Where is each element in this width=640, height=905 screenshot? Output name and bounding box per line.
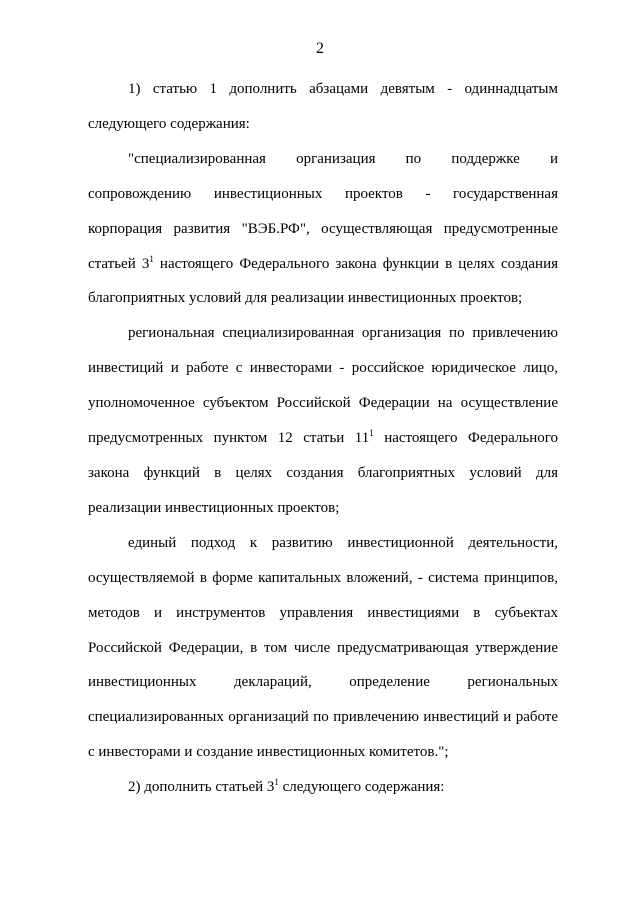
paragraph-item-1-intro: [88, 72, 558, 142]
document-body: [88, 72, 558, 805]
paragraph-definition-unified-approach: [88, 526, 558, 770]
text-run: 2) дополнить статьей 3: [128, 779, 275, 796]
superscript-marker: 1: [369, 428, 374, 439]
text-run: региональная специализированная организация по привлечению инвестиций и работе с инвесторами - российское юридическое лицо, уполномоченное субъектом Российской Федерации на осуществление предусмотренных пунктом 12 статьи 11: [88, 325, 558, 447]
text-run: 1) статью 1 дополнить абзацами девятым - одиннадцатым следующего содержания:: [88, 81, 558, 132]
superscript-marker: 1: [274, 777, 279, 788]
text-run: настоящего Федерального закона функции в целях создания благоприятных условий для реализации инвестиционных проектов;: [88, 255, 558, 307]
paragraph-definition-regional-organization: [88, 316, 558, 525]
paragraph-item-2-intro: [88, 770, 558, 805]
superscript-marker: 1: [149, 253, 154, 264]
text-run: настоящего Федерального закона функций в целях создания благоприятных условий для реализации инвестиционных проектов;: [88, 430, 558, 516]
text-run: следующего содержания:: [278, 779, 445, 796]
paragraph-definition-specialized-organization: [88, 142, 558, 317]
text-run: единый подход к развитию инвестиционной деятельности, осуществляемой в форме капитальных вложений, - система принципов, методов и инструментов управления инвестициями в субъектах Российской Федерации, в том числе предусматривающая утверждение инвестиционных деклараций, определение региональных специализированных организаций по привлечению инвестиций и работе с инвесторами и создание инвестиционных комитетов.";: [88, 534, 558, 761]
page-number: 2: [316, 40, 324, 57]
text-run: "специализированная организация по поддержке и сопровождению инвестиционных проектов - государственная корпорация развития "ВЭБ.РФ", осуществляющая предусмотренные статьей 3: [88, 150, 558, 272]
